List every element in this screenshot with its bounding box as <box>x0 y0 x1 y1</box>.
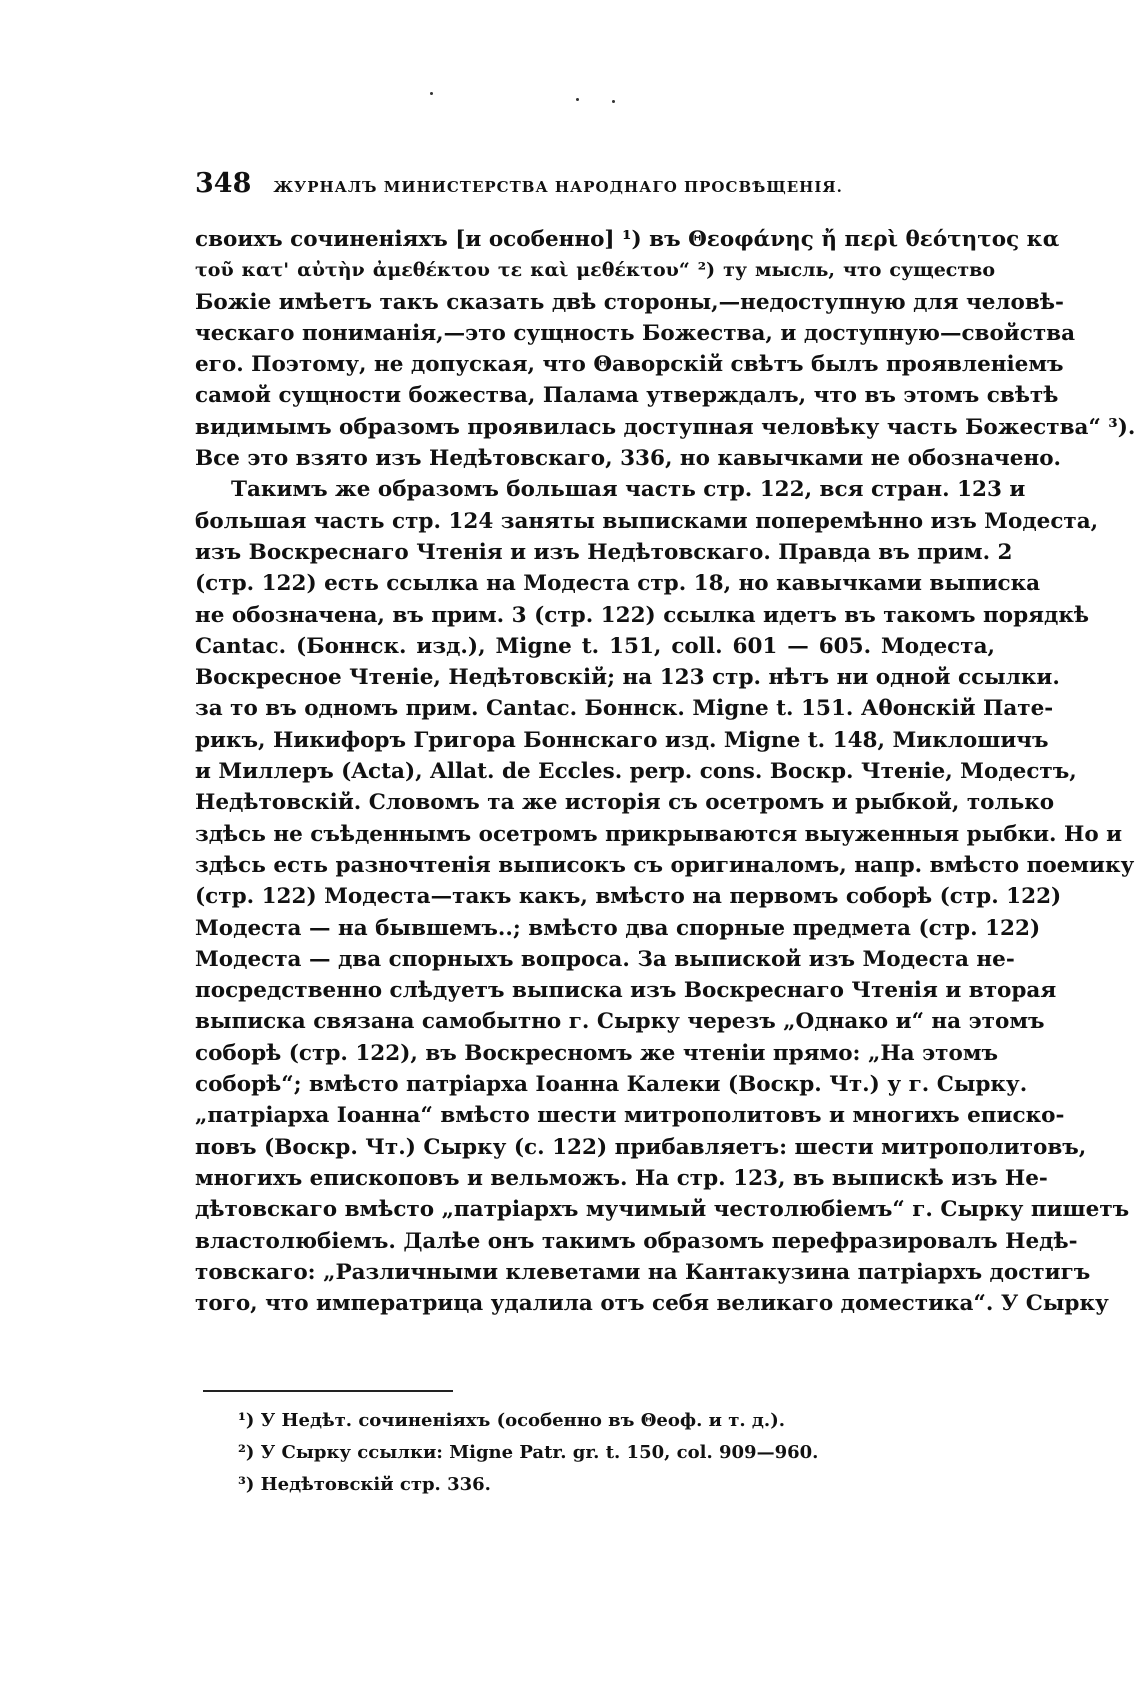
text-line: Модеста — два спорныхъ вопроса. За выпиской изъ Модеста не- <box>195 946 1015 972</box>
footnote: ³) Недѣтовскій стр. 336. <box>238 1474 491 1495</box>
text-line: (стр. 122) Модеста—такъ какъ, вмѣсто на первомъ соборѣ (стр. 122) <box>195 884 1062 910</box>
page-number: 348 <box>195 168 252 199</box>
text-line: соборѣ (стр. 122), въ Воскресномъ же чтеніи прямо: „На этомъ <box>195 1040 998 1066</box>
text-line: того, что императрица удалила отъ себя великаго доместика“. У Сырку <box>195 1291 1109 1317</box>
scan-speck <box>430 92 433 95</box>
body-text <box>195 224 1136 1319</box>
text-line: ческаго пониманія,—это сущность Божества, и доступную—свойства <box>195 320 1076 346</box>
footnote: ¹) У Недѣт. сочиненіяхъ (особенно въ Θеоф. и т. д.). <box>238 1410 785 1431</box>
text-line: (стр. 122) есть ссылка на Модеста стр. 18, но кавычками выписка <box>195 571 1041 597</box>
text-line: Воскресное Чтеніе, Недѣтовскій; на 123 стр. нѣтъ ни одной ссылки. <box>195 665 1060 691</box>
text-line: не обозначена, въ прим. 3 (стр. 122) ссылка идетъ въ такомъ порядкѣ <box>195 602 1089 628</box>
text-line: за то въ одномъ прим. Cantac. Боннск. Migne t. 151. Аθонскій Пате- <box>195 696 1054 722</box>
text-line: τοῦ κατ' αὐτὴν ἀμεθέκτου τε καὶ μεθέκτου“ ²) ту мысль, что существо <box>195 259 995 282</box>
text-line: Такимъ же образомъ большая часть стр. 122, вся стран. 123 и <box>231 477 1026 503</box>
text-line: многихъ епископовъ и вельможъ. На стр. 123, въ выпискѣ изъ Не- <box>195 1165 1048 1191</box>
text-line: соборѣ“; вмѣсто патріарха Іоанна Калеки (Воскр. Чт.) у г. Сырку. <box>195 1072 1028 1098</box>
text-line: и Миллеръ (Acta), Allat. de Eccles. perp. cons. Воскр. Чтеніе, Модестъ, <box>195 759 1077 785</box>
scan-speck <box>576 98 579 101</box>
scan-speck <box>612 100 615 103</box>
text-line: Божіе имѣетъ такъ сказать двѣ стороны,—недоступную для человѣ- <box>195 289 1064 315</box>
text-line: своихъ сочиненіяхъ [и особенно] ¹) въ Θεοφάνης ἤ περὶ θεότητος κα <box>195 227 1060 252</box>
text-line: большая часть стр. 124 заняты выписками поперемѣнно изъ Модеста, <box>195 508 1099 534</box>
text-line: Модеста — на бывшемъ..; вмѣсто два спорные предмета (стр. 122) <box>195 915 1041 941</box>
running-title: ЖУРНАЛЪ МИНИСТЕРСТВА НАРОДНАГО ПРОСВѢЩЕНІЯ. <box>273 178 843 196</box>
text-line: товскаго: „Различными клеветами на Кантакузина патріархъ достигъ <box>195 1259 1091 1285</box>
text-line: выписка связана самобытно г. Сырку черезъ „Однако и“ на этомъ <box>195 1009 1045 1035</box>
footnotes <box>238 1405 938 1501</box>
text-line: самой сущности божества, Палама утверждалъ, что въ этомъ свѣтѣ <box>195 383 1059 409</box>
text-line: Cantac. (Боннск. изд.), Migne t. 151, coll. 601 — 605. Модеста, <box>195 633 995 659</box>
text-line: видимымъ образомъ проявилась доступная человѣку часть Божества“ ³). <box>195 414 1136 440</box>
text-line: Все это взято изъ Недѣтовскаго, 336, но кавычками не обозначено. <box>195 446 1062 472</box>
footnote: ²) У Сырку ссылки: Migne Patr. gr. t. 150, col. 909—960. <box>238 1442 819 1463</box>
text-line: Недѣтовскій. Словомъ та же исторія съ осетромъ и рыбкой, только <box>195 790 1055 816</box>
text-line: здѣсь есть разночтенія выписокъ съ оригиналомъ, напр. вмѣсто поемику <box>195 852 1135 878</box>
text-line: дѣтовскаго вмѣсто „патріархъ мучимый честолюбіемъ“ г. Сырку пишетъ <box>195 1197 1130 1223</box>
footnote-rule <box>203 1390 453 1392</box>
text-line: рикъ, Никифоръ Григора Боннскаго изд. Migne t. 148, Миклошичъ <box>195 727 1049 753</box>
text-line: властолюбіемъ. Далѣе онъ такимъ образомъ перефразировалъ Недѣ- <box>195 1228 1078 1254</box>
text-line: повъ (Воскр. Чт.) Сырку (с. 122) прибавляетъ: шести митрополитовъ, <box>195 1134 1087 1160</box>
page-header <box>195 168 995 199</box>
text-line: здѣсь не съѣденнымъ осетромъ прикрываются выуженныя рыбки. Но и <box>195 821 1123 847</box>
text-line: „патріарха Іоанна“ вмѣсто шести митрополитовъ и многихъ еписко- <box>195 1103 1065 1129</box>
text-line: посредственно слѣдуетъ выписка изъ Воскреснаго Чтенія и вторая <box>195 978 1057 1004</box>
text-line: его. Поэтому, не допуская, что Θаворскій свѣтъ былъ проявленіемъ <box>195 352 1064 378</box>
text-line: изъ Воскреснаго Чтенія и изъ Недѣтовскаго. Правда въ прим. 2 <box>195 539 1013 565</box>
